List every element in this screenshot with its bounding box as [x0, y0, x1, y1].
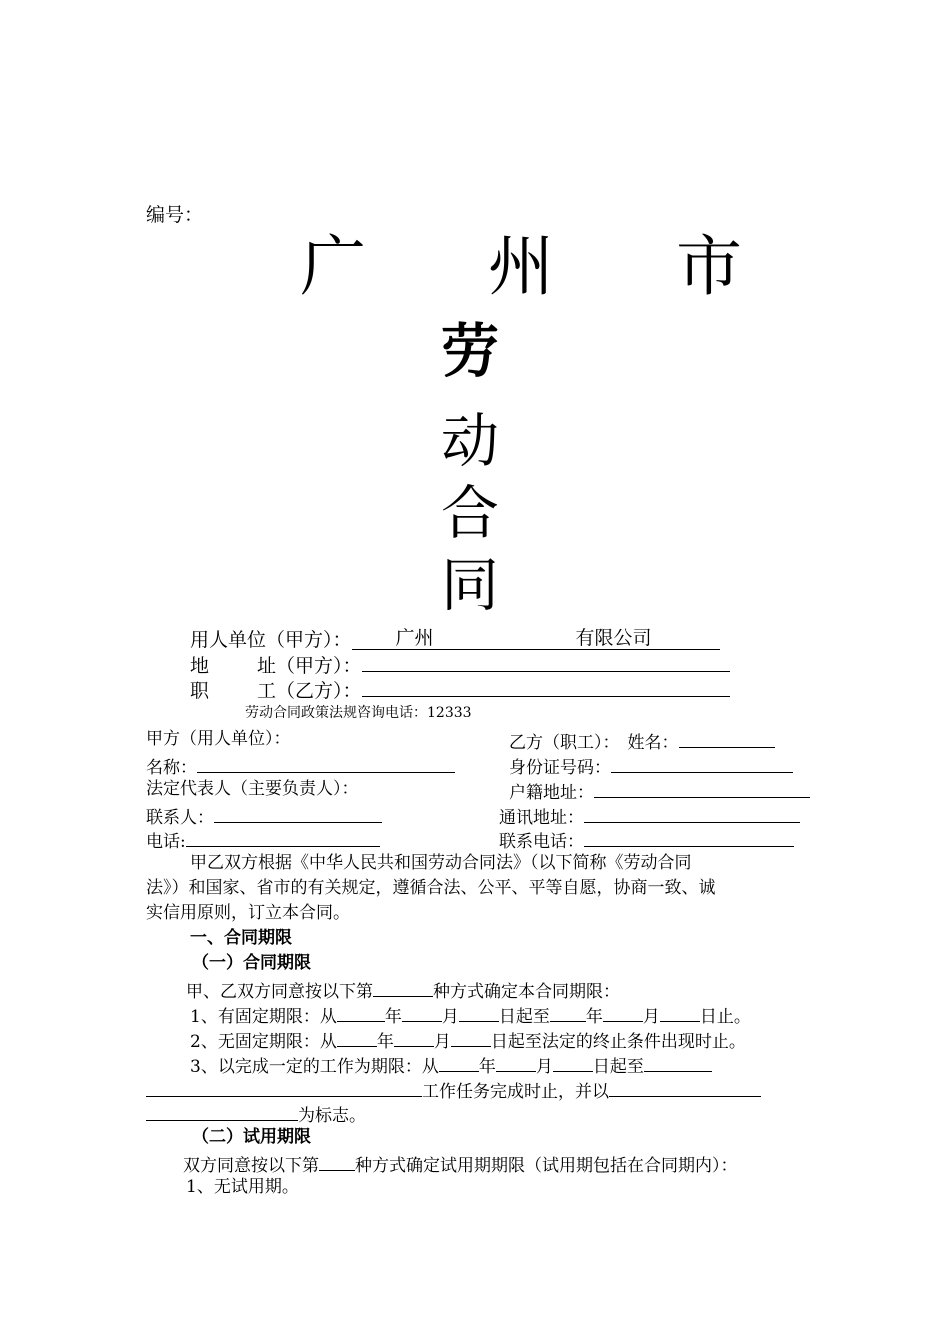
contact-phone-label: 联系电话： [499, 832, 584, 852]
term-option-2 [190, 1030, 746, 1051]
employer-city: 广州 [395, 627, 434, 649]
mail-address-label: 通讯地址： [499, 808, 584, 828]
section-1-heading: 一、合同期限 [190, 928, 292, 948]
company-name-input[interactable] [197, 756, 455, 773]
opt1-end-year[interactable] [550, 1005, 586, 1022]
address-label-b: 址（甲方）： [257, 655, 362, 677]
id-number-label: 身份证号码： [509, 758, 611, 778]
opt1-start-month[interactable] [402, 1005, 442, 1022]
legal-rep-label: 法定代表人（主要负责人）： [146, 779, 359, 799]
address-field [190, 655, 730, 676]
party-b-field [509, 731, 775, 752]
opt2-text-c: 月 [433, 1032, 451, 1052]
company-name-field [146, 756, 455, 777]
contact-person-input[interactable] [214, 806, 382, 823]
trial-intro [183, 1154, 738, 1175]
opt3-text-b: 年 [478, 1057, 496, 1077]
trial-intro-a: 双方同意按以下第 [183, 1156, 319, 1176]
section-1-sub-1: （一）合同期限 [192, 953, 311, 973]
employee-name-label: 姓名： [627, 733, 679, 753]
opt2-start-day[interactable] [451, 1030, 491, 1047]
serial-number-label: 编号： [146, 204, 204, 226]
employee-label-a: 职 [190, 680, 210, 702]
opt2-start-month[interactable] [394, 1030, 434, 1047]
title-char-he: 合 [441, 479, 500, 547]
term-intro [186, 980, 620, 1001]
opt1-text-a: 1、有固定期限：从 [190, 1007, 337, 1027]
opt2-text-b: 年 [376, 1032, 394, 1052]
company-name-label: 名称： [146, 758, 197, 778]
household-field [509, 781, 810, 802]
opt2-text-d: 日起至法定的终止条件出现时止。 [490, 1032, 746, 1052]
title-char-lao: 劳 [441, 317, 500, 385]
opt3-task-input-b[interactable] [146, 1080, 422, 1097]
contact-person-field [146, 806, 382, 827]
opt3-line2-text: 工作任务完成时止，并以 [422, 1082, 609, 1102]
preamble-line-2: 法》）和国家、省市的有关规定，遵循合法、公平、平等自愿，协商一致、诚 [146, 878, 716, 898]
phone-input[interactable] [186, 830, 380, 847]
opt1-text-f: 月 [642, 1007, 660, 1027]
opt2-start-year[interactable] [337, 1030, 377, 1047]
contact-phone-field [499, 830, 794, 851]
trial-option-input[interactable] [319, 1154, 355, 1171]
term-intro-a: 甲、乙双方同意按以下第 [186, 982, 373, 1002]
trial-intro-b: 种方式确定试用期期限（试用期包括在合同期内）： [355, 1156, 738, 1176]
phone-field [146, 830, 380, 851]
opt3-mark-input-a[interactable] [609, 1080, 761, 1097]
employee-field [190, 680, 730, 701]
section-1-sub-2: （二）试用期限 [192, 1127, 311, 1147]
preamble-line-1: 甲乙双方根据《中华人民共和国劳动合同法》（以下简称《劳动合同 [190, 853, 692, 873]
opt1-text-b: 年 [384, 1007, 402, 1027]
opt1-text-g: 日止。 [699, 1007, 751, 1027]
title-char-dong: 动 [441, 407, 500, 475]
employee-label-b: 工（乙方）： [257, 680, 362, 702]
title-char-tong: 同 [441, 551, 500, 619]
opt3-start-month[interactable] [496, 1055, 536, 1072]
opt3-line3-text: 为标志。 [298, 1106, 366, 1126]
opt1-end-day[interactable] [660, 1005, 700, 1022]
employer-label: 用人单位（甲方）： [190, 629, 352, 651]
opt1-start-day[interactable] [459, 1005, 499, 1022]
term-intro-b: 种方式确定本合同期限： [433, 982, 620, 1002]
trial-option-1: 1、无试用期。 [186, 1177, 299, 1197]
contact-phone-input[interactable] [584, 830, 794, 847]
opt2-text-a: 2、无固定期限：从 [190, 1032, 337, 1052]
term-option-1 [190, 1005, 751, 1026]
employer-input[interactable] [352, 629, 720, 650]
contact-person-label: 联系人： [146, 808, 214, 828]
opt1-text-c: 月 [441, 1007, 459, 1027]
mail-address-input[interactable] [584, 806, 800, 823]
party-a-label: 甲方（用人单位）： [146, 729, 291, 749]
opt3-text-a: 3、以完成一定的工作为期限：从 [190, 1057, 439, 1077]
opt3-text-d: 日起至 [592, 1057, 644, 1077]
address-label-a: 地 [190, 655, 210, 677]
term-option-3-line-3 [146, 1104, 366, 1125]
employee-input[interactable] [362, 680, 730, 697]
title-char-zhou: 州 [488, 228, 554, 305]
term-option-3-line-2 [146, 1080, 761, 1101]
employer-field [190, 629, 720, 650]
term-option-3 [190, 1055, 712, 1076]
id-number-input[interactable] [611, 756, 793, 773]
opt1-start-year[interactable] [337, 1005, 385, 1022]
household-label: 户籍地址： [509, 783, 594, 803]
opt1-end-month[interactable] [603, 1005, 643, 1022]
party-b-label: 乙方（职工）： [509, 733, 620, 753]
opt3-text-c: 月 [535, 1057, 553, 1077]
address-input[interactable] [362, 655, 730, 672]
household-input[interactable] [594, 781, 810, 798]
id-number-field [509, 756, 793, 777]
opt3-start-year[interactable] [439, 1055, 479, 1072]
hotline-text: 劳动合同政策法规咨询电话：12333 [245, 705, 472, 721]
mail-address-field [499, 806, 800, 827]
title-char-guang: 广 [300, 228, 366, 305]
opt1-text-e: 年 [585, 1007, 603, 1027]
title-char-shi: 市 [676, 228, 742, 305]
term-option-input[interactable] [373, 980, 433, 997]
employee-name-input[interactable] [679, 731, 775, 748]
employer-suffix: 有限公司 [575, 627, 652, 649]
opt3-start-day[interactable] [553, 1055, 593, 1072]
preamble-line-3: 实信用原则，订立本合同。 [146, 903, 350, 923]
opt3-mark-input-b[interactable] [146, 1104, 298, 1121]
phone-label: 电话: [146, 832, 186, 852]
opt3-task-input-a[interactable] [644, 1055, 712, 1072]
opt1-text-d: 日起至 [498, 1007, 550, 1027]
